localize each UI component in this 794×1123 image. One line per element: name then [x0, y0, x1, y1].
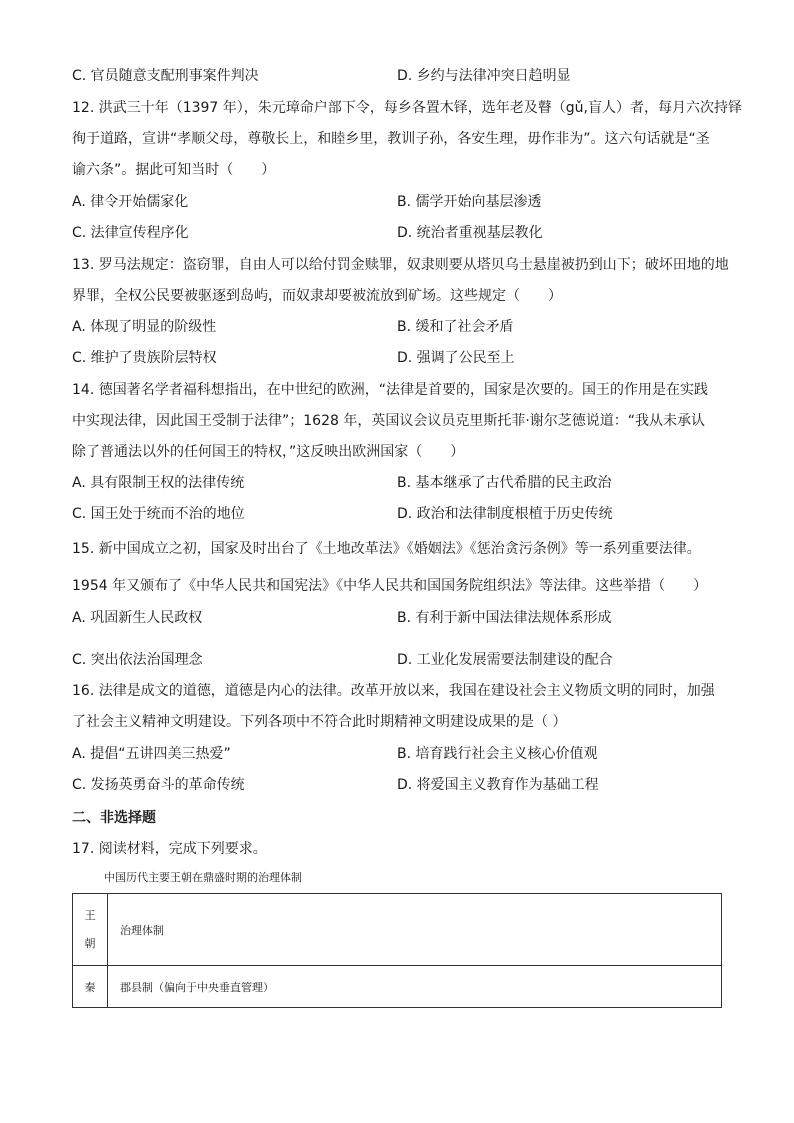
table-cell-system: 郡县制（偏向于中央垂直管理）	[108, 966, 722, 1008]
q14-option-c: C. 国王处于统而不治的地位	[72, 506, 245, 522]
section-heading: 二、非选择题	[72, 810, 156, 826]
q17-stem-line1: 17. 阅读材料，完成下列要求。	[72, 841, 267, 857]
q12-option-c: C. 法律宣传程序化	[72, 225, 189, 241]
q15-option-a: A. 巩固新生人民政权	[72, 610, 203, 626]
q14-option-d: D. 政治和法律制度根植于历史传统	[397, 506, 613, 522]
q12-stem-line3: 谕六条”。据此可知当时（ ）	[72, 162, 276, 178]
q11-option-d: D. 乡约与法律冲突日趋明显	[397, 68, 571, 84]
q16-option-a: A. 提倡“五讲四美三热爱”	[72, 746, 231, 762]
table-header-dynasty	[73, 894, 108, 966]
q16-stem-line2: 了社会主义精神文明建设。下列各项中不符合此时期精神文明建设成果的是（ ）	[72, 714, 567, 730]
q15-option-d: D. 工业化发展需要法制建设的配合	[397, 652, 613, 668]
q16-option-c: C. 发扬英勇奋斗的革命传统	[72, 777, 245, 793]
table-row	[73, 966, 722, 1008]
q12-option-b: B. 儒学开始向基层渗透	[397, 194, 542, 210]
table-header-row	[73, 894, 722, 966]
q11-option-c: C. 官员随意支配刑事案件判决	[72, 68, 259, 84]
table-cell-dynasty: 秦	[73, 966, 108, 1008]
q16-stem-line1: 16. 法律是成文的道德，道德是内心的法律。改革开放以来，我国在建设社会主义物质文明的同时，加强	[72, 683, 715, 699]
table-header-system: 治理体制	[108, 894, 722, 966]
q16-option-b: B. 培育践行社会主义核心价值观	[397, 746, 598, 762]
q14-option-b: B. 基本继承了古代希腊的民主政治	[397, 475, 612, 491]
q15-stem-line2: 1954 年又颁布了《中华人民共和国宪法》《中华人民共和国国务院组织法》等法律。这些举措（ ）	[72, 578, 708, 594]
q13-option-d: D. 强调了公民至上	[397, 350, 515, 366]
q13-option-b: B. 缓和了社会矛盾	[397, 319, 514, 335]
q16-option-d: D. 将爱国主义教育作为基础工程	[397, 777, 599, 793]
q14-stem-line1: 14. 德国著名学者福科想指出，在中世纪的欧洲，“法律是首要的，国家是次要的。国王的作用是在实践	[72, 382, 708, 398]
q13-option-c: C. 维护了贵族阶层特权	[72, 350, 217, 366]
q13-option-a: A. 体现了明显的阶级性	[72, 319, 217, 335]
q15-option-c: C. 突出依法治国理念	[72, 652, 203, 668]
q13-stem-line1: 13. 罗马法规定：盗窃罪，自由人可以给付罚金赎罪，奴隶则要从塔贝乌士悬崖被扔到山下；破坏田地的地	[72, 257, 729, 273]
q12-stem-line2: 徇于道路，宣讲“孝顺父母，尊敬长上，和睦乡里，教训子孙，各安生理，毋作非为”。这六句话就是“圣	[72, 131, 710, 147]
q13-stem-line2: 界罪，全权公民要被驱逐到岛屿，而奴隶却要被流放到矿场。这些规定（ ）	[72, 288, 562, 304]
q14-option-a: A. 具有限制王权的法律传统	[72, 475, 245, 491]
q12-option-a: A. 律令开始儒家化	[72, 194, 189, 210]
q14-stem-line2: 中实现法律，因此国王受制于法律”；1628 年，英国议会议员克里斯托菲·谢尔芝德说道：“我从未承认	[72, 413, 706, 429]
q15-option-b: B. 有利于新中国法律法规体系形成	[397, 610, 612, 626]
q12-stem-line1: 12. 洪武三十年（1397 年），朱元璋命户部下令，每乡各置木铎，选年老及瞽（gǔ,盲人）者，每月六次持铎	[72, 100, 743, 116]
header-char-top: 王	[84, 908, 96, 922]
q12-option-d: D. 统治者重视基层教化	[397, 225, 543, 241]
header-char-bottom: 朝	[84, 936, 96, 950]
q15-stem-line1: 15. 新中国成立之初，国家及时出台了《土地改革法》《婚姻法》《惩治贪污条例》等一系列重要法律。	[72, 541, 701, 557]
table-caption: 中国历代主要王朝在鼎盛时期的治理体制	[104, 871, 302, 884]
q14-stem-line3: 除了普通法以外的任何国王的特权，”这反映出欧洲国家（ ）	[72, 444, 465, 460]
governance-table	[72, 893, 722, 1008]
